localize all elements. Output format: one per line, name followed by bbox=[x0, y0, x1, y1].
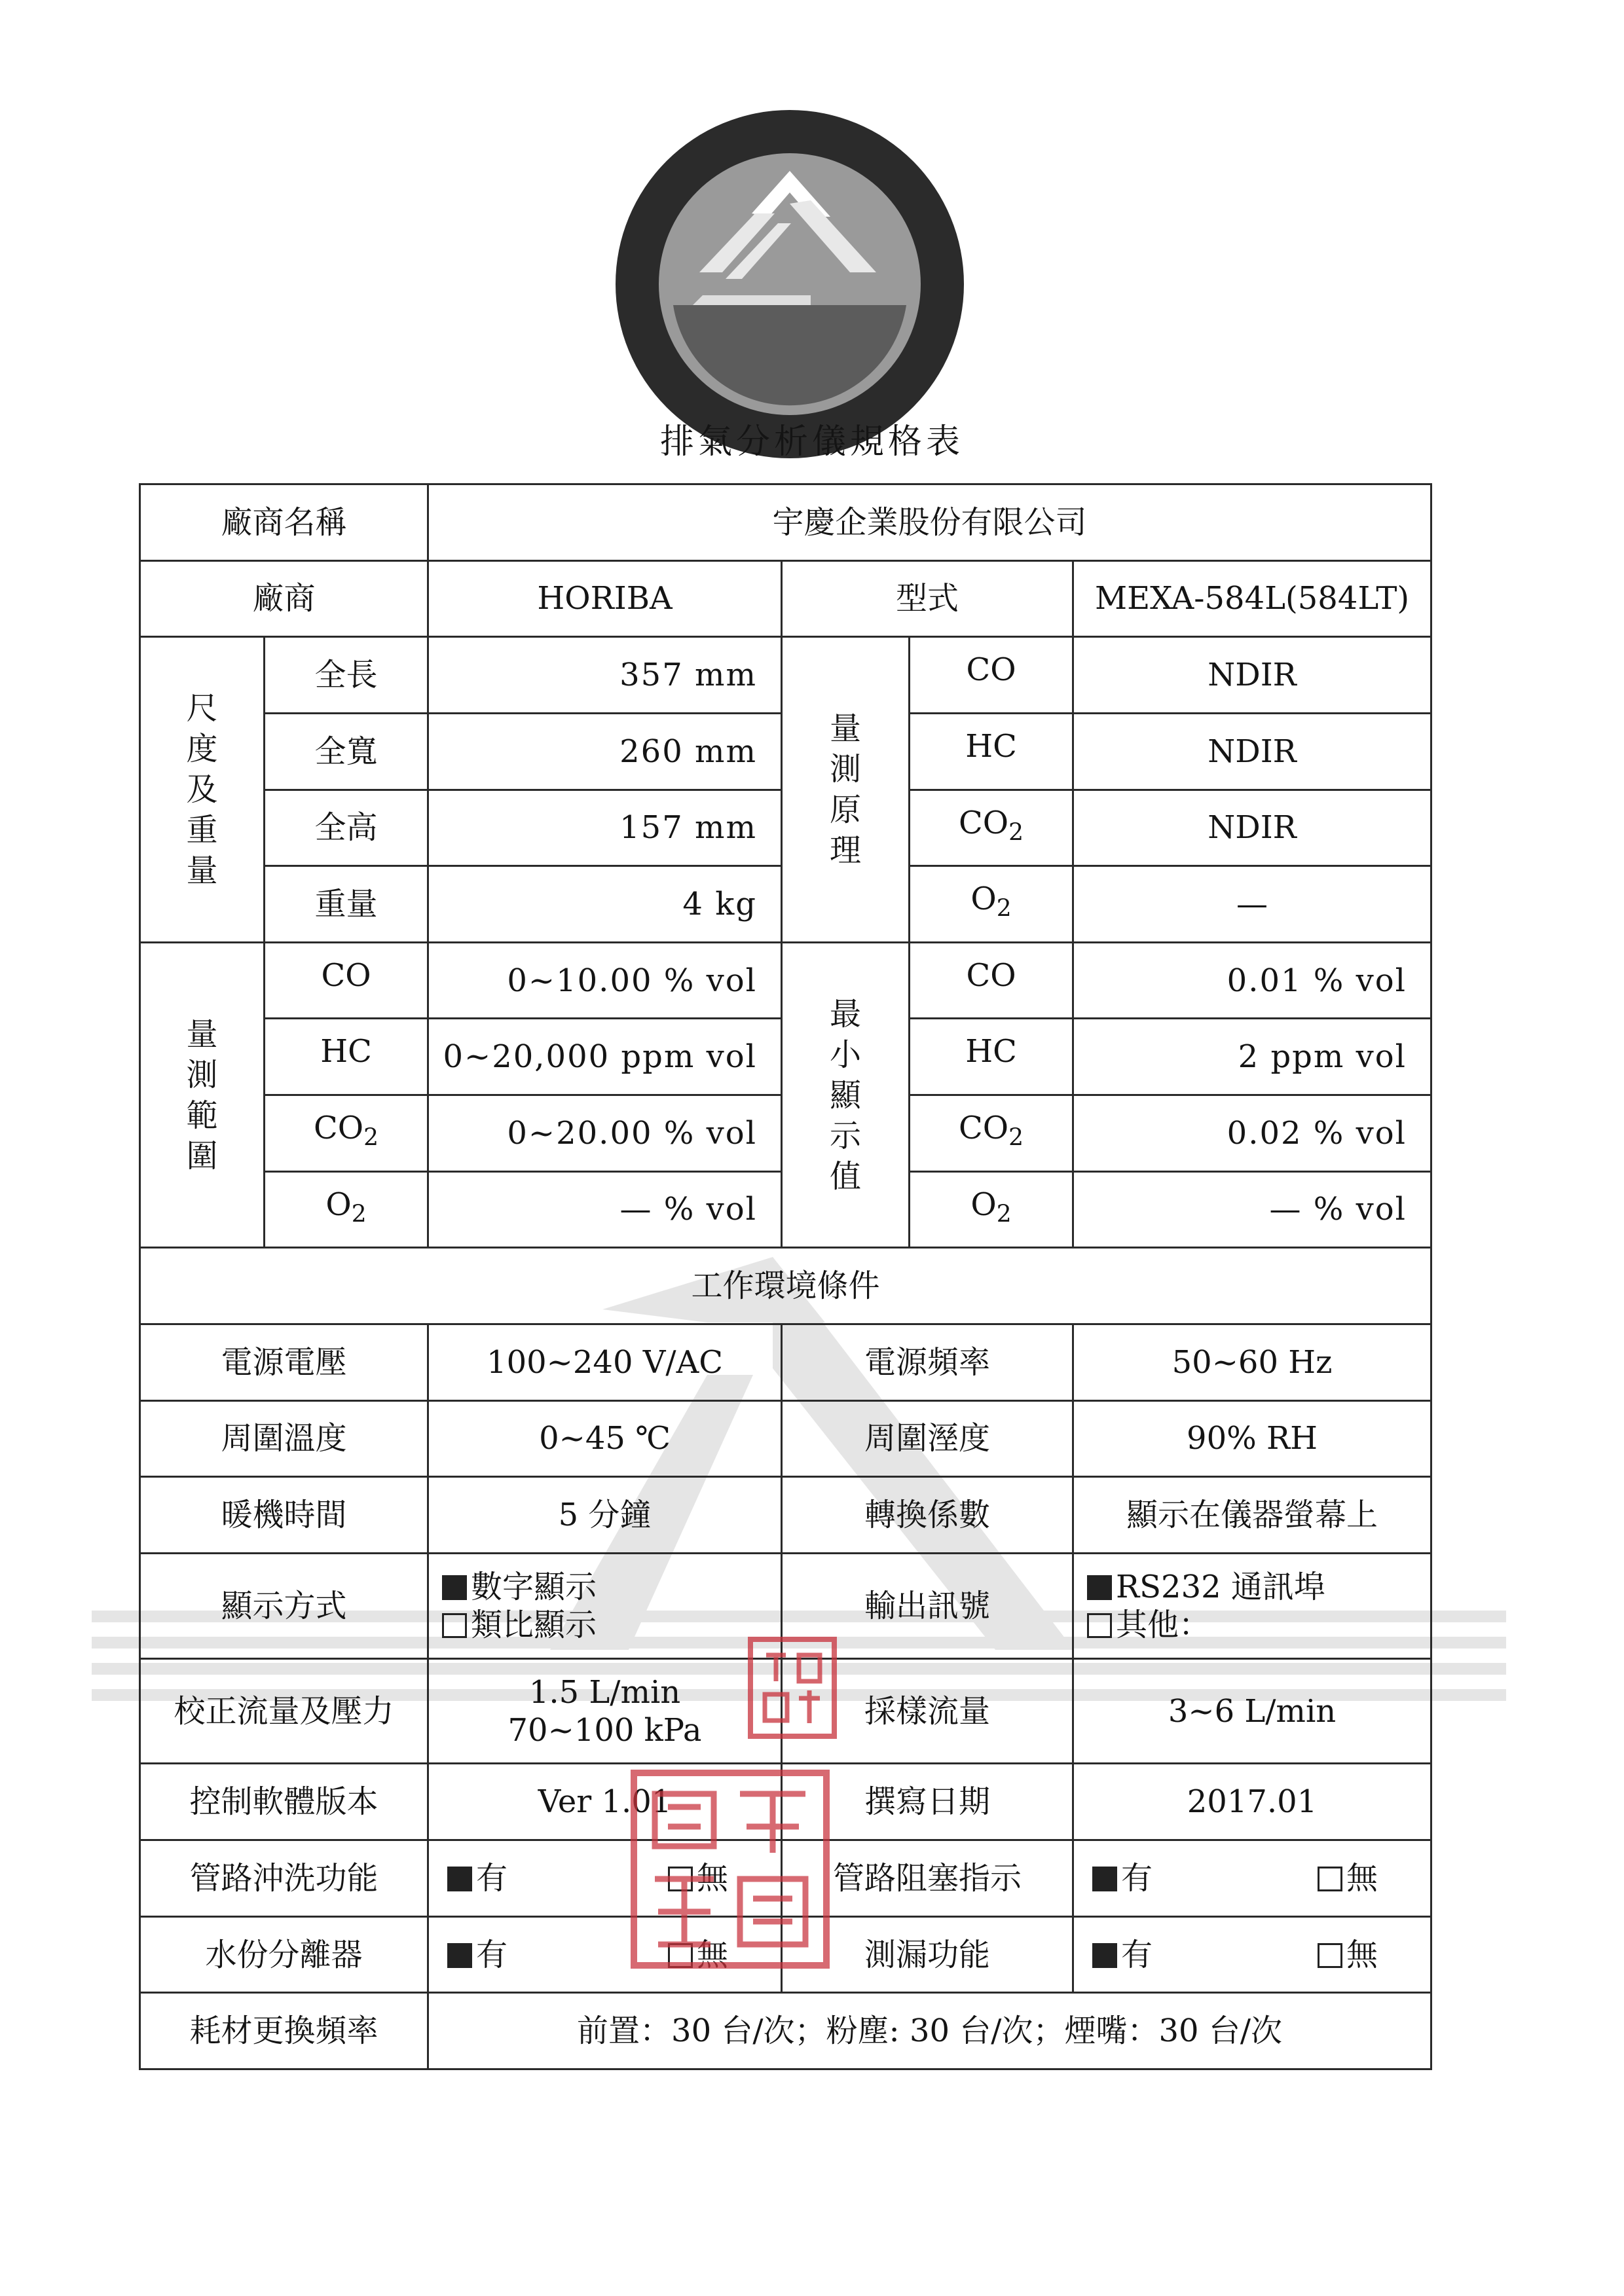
display-mode-options bbox=[428, 1553, 782, 1658]
range-value: — % vol bbox=[428, 1171, 782, 1248]
maker-row bbox=[140, 560, 1431, 637]
min-display-gas: CO bbox=[910, 942, 1073, 1019]
seal-stamp-small bbox=[747, 1635, 838, 1740]
leak-test-no: 無 bbox=[1318, 1936, 1378, 1974]
warmup-label: 暖機時間 bbox=[140, 1477, 428, 1554]
dimension-value: 4 kg bbox=[428, 866, 782, 943]
range-value: 0~20,000 ppm vol bbox=[428, 1019, 782, 1095]
range-gas: HC bbox=[265, 1019, 428, 1095]
dimension-value: 157 mm bbox=[428, 790, 782, 866]
water-separator-label: 水份分離器 bbox=[140, 1916, 428, 1993]
dimension-value: 260 mm bbox=[428, 713, 782, 790]
environment-heading: 工作環境條件 bbox=[140, 1248, 1431, 1324]
company-name: 宇慶企業股份有限公司 bbox=[428, 484, 1431, 561]
blockage-options bbox=[1073, 1840, 1431, 1917]
ambient-temp-label: 周圍溫度 bbox=[140, 1400, 428, 1477]
option-digital: 數字顯示 bbox=[442, 1568, 774, 1606]
written-date-label: 撰寫日期 bbox=[782, 1764, 1073, 1840]
blockage-label: 管路阻塞指示 bbox=[782, 1840, 1073, 1917]
water-separator-yes: 有 bbox=[447, 1936, 507, 1974]
table-row bbox=[140, 1400, 1431, 1477]
sampling-flow-label: 採樣流量 bbox=[782, 1658, 1073, 1764]
company-row bbox=[140, 484, 1431, 561]
checkbox-empty-icon bbox=[1318, 1943, 1342, 1968]
conversion-label: 轉換係數 bbox=[782, 1477, 1073, 1554]
power-freq-value: 50~60 Hz bbox=[1073, 1324, 1431, 1400]
option-other: 其他： bbox=[1087, 1606, 1424, 1644]
min-display-value: 0.02 % vol bbox=[1073, 1095, 1431, 1172]
principle-gas: CO bbox=[910, 637, 1073, 714]
principle-value: NDIR bbox=[1073, 637, 1431, 714]
power-voltage-label: 電源電壓 bbox=[140, 1324, 428, 1400]
checkbox-empty-icon bbox=[1318, 1867, 1342, 1891]
range-gas: $CO_2$ bbox=[265, 1095, 428, 1172]
software-value: Ver 1.01 bbox=[428, 1764, 782, 1840]
dimension-label: 全長 bbox=[265, 637, 428, 714]
section-heading-row bbox=[140, 1248, 1431, 1324]
dimension-value: 357 mm bbox=[428, 637, 782, 714]
output-signal-label: 輸出訊號 bbox=[782, 1553, 1073, 1658]
leak-test-options bbox=[1073, 1916, 1431, 1993]
principle-gas: $CO_2$ bbox=[910, 790, 1073, 866]
sampling-flow-value: 3~6 L/min bbox=[1073, 1658, 1431, 1764]
range-value: 0~10.00 % vol bbox=[428, 942, 782, 1019]
maker-value: HORIBA bbox=[428, 560, 782, 637]
conversion-value: 顯示在儀器螢幕上 bbox=[1073, 1477, 1431, 1554]
min-display-value: — % vol bbox=[1073, 1171, 1431, 1248]
range-value: 0~20.00 % vol bbox=[428, 1095, 782, 1172]
checkbox-checked-icon bbox=[1092, 1867, 1117, 1891]
table-row bbox=[140, 1993, 1431, 2069]
dimension-label: 全高 bbox=[265, 790, 428, 866]
checkbox-checked-icon bbox=[447, 1867, 472, 1891]
principle-gas: $O_2$ bbox=[910, 866, 1073, 943]
principle-group-label: 量測原理 bbox=[782, 637, 910, 943]
principle-value: NDIR bbox=[1073, 790, 1431, 866]
power-freq-label: 電源頻率 bbox=[782, 1324, 1073, 1400]
dimension-label: 重量 bbox=[265, 866, 428, 943]
option-rs232: RS232 通訊埠 bbox=[1087, 1568, 1424, 1606]
checkbox-empty-icon bbox=[442, 1613, 467, 1638]
dimension-label: 全寬 bbox=[265, 713, 428, 790]
checkbox-checked-icon bbox=[1092, 1943, 1117, 1968]
flush-no: 無 bbox=[668, 1859, 728, 1897]
table-row bbox=[140, 637, 1431, 714]
min-display-group-label: 最小顯示值 bbox=[782, 942, 910, 1248]
checkbox-checked-icon bbox=[1087, 1575, 1112, 1600]
range-group-label: 量測範圍 bbox=[140, 942, 265, 1248]
min-display-value: 0.01 % vol bbox=[1073, 942, 1431, 1019]
software-label: 控制軟體版本 bbox=[140, 1764, 428, 1840]
min-display-gas: HC bbox=[910, 1019, 1073, 1095]
page-title: 排氣分析儀規格表 bbox=[659, 422, 964, 462]
checkbox-checked-icon bbox=[442, 1575, 467, 1600]
written-date-value: 2017.01 bbox=[1073, 1764, 1431, 1840]
company-logo bbox=[614, 109, 965, 460]
seal-stamp-large bbox=[629, 1768, 832, 1971]
output-signal-options bbox=[1073, 1553, 1431, 1658]
leak-test-label: 測漏功能 bbox=[782, 1916, 1073, 1993]
flush-yes: 有 bbox=[447, 1859, 507, 1897]
calibration-pressure: 70~100 kPa bbox=[507, 1711, 702, 1749]
power-voltage-value: 100~240 V/AC bbox=[428, 1324, 782, 1400]
maker-label: 廠商 bbox=[140, 560, 428, 637]
checkbox-checked-icon bbox=[447, 1943, 472, 1968]
range-gas: $O_2$ bbox=[265, 1171, 428, 1248]
min-display-gas: $O_2$ bbox=[910, 1171, 1073, 1248]
ambient-temp-value: 0~45 ℃ bbox=[428, 1400, 782, 1477]
consumables-value: 前置：30 台/次；粉塵: 30 台/次；煙嘴：30 台/次 bbox=[428, 1993, 1431, 2069]
company-label: 廠商名稱 bbox=[140, 484, 428, 561]
model-label: 型式 bbox=[782, 560, 1073, 637]
ambient-humidity-label: 周圍溼度 bbox=[782, 1400, 1073, 1477]
principle-value: — bbox=[1073, 866, 1431, 943]
checkbox-empty-icon bbox=[1087, 1613, 1112, 1638]
min-display-value: 2 ppm vol bbox=[1073, 1019, 1431, 1095]
blockage-yes: 有 bbox=[1092, 1859, 1153, 1897]
display-mode-label: 顯示方式 bbox=[140, 1553, 428, 1658]
calibration-label: 校正流量及壓力 bbox=[140, 1658, 428, 1764]
table-row bbox=[140, 1477, 1431, 1554]
model-value: MEXA-584L(584LT) bbox=[1073, 560, 1431, 637]
leak-test-yes: 有 bbox=[1092, 1936, 1153, 1974]
table-row bbox=[140, 942, 1431, 1019]
principle-value: NDIR bbox=[1073, 713, 1431, 790]
principle-gas: HC bbox=[910, 713, 1073, 790]
table-row bbox=[140, 1324, 1431, 1400]
calibration-flow: 1.5 L/min bbox=[528, 1673, 681, 1711]
min-display-gas: $CO_2$ bbox=[910, 1095, 1073, 1172]
water-separator-no: 無 bbox=[668, 1936, 728, 1974]
calibration-values bbox=[428, 1658, 782, 1764]
blockage-no: 無 bbox=[1318, 1859, 1378, 1897]
range-gas: CO bbox=[265, 942, 428, 1019]
consumables-label: 耗材更換頻率 bbox=[140, 1993, 428, 2069]
flush-label: 管路沖洗功能 bbox=[140, 1840, 428, 1917]
warmup-value: 5 分鐘 bbox=[428, 1477, 782, 1554]
dimensions-group-label: 尺度及重量 bbox=[140, 637, 265, 943]
ambient-humidity-value: 90% RH bbox=[1073, 1400, 1431, 1477]
option-analog: 類比顯示 bbox=[442, 1606, 774, 1644]
